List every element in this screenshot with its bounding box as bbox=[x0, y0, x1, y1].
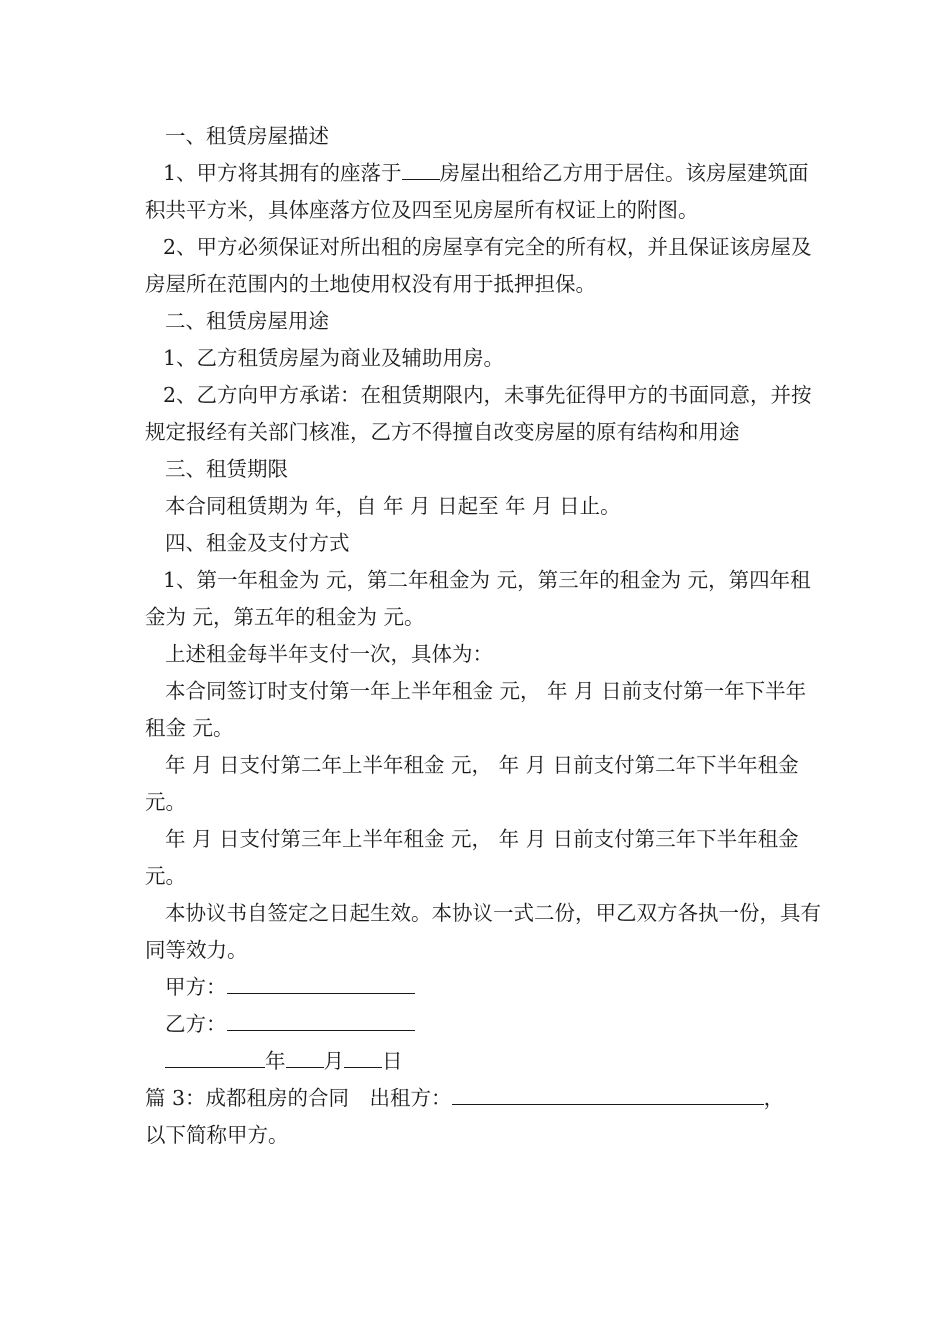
clause-4-1: 1、第一年租金为 元，第二年租金为 元，第三年的租金为 元，第四年租金为 元，第五年的租金为 元。 bbox=[145, 568, 811, 629]
year-blank bbox=[165, 1045, 265, 1068]
month-label: 月 bbox=[323, 1049, 344, 1073]
party-b-signature-line bbox=[145, 1006, 825, 1043]
section-title-1: 一、租赁房屋描述 bbox=[165, 124, 329, 148]
next-contract-title: 篇 3：成都租房的合同 出租方： bbox=[145, 1086, 452, 1110]
payment-schedule-2: 年 月 日支付第二年上半年租金 元， 年 月 日前支付第二年下半年租金 元。 bbox=[145, 753, 806, 814]
payment-schedule-1: 本合同签订时支付第一年上半年租金 元， 年 月 日前支付第一年下半年租金 元。 bbox=[145, 679, 807, 740]
next-contract-heading bbox=[145, 1080, 825, 1117]
clause-3-term: 本合同租赁期为 年，自 年 月 日起至 年 月 日止。 bbox=[165, 494, 621, 518]
party-a-signature-line bbox=[145, 969, 825, 1006]
section-title-2: 二、租赁房屋用途 bbox=[165, 309, 329, 333]
party-b-label: 乙方： bbox=[165, 1012, 227, 1036]
clause-2-2: 2、乙方向甲方承诺：在租赁期限内，未事先征得甲方的书面同意，并按规定报经有关部门核准，乙方不得擅自改变房屋的原有结构和用途 bbox=[145, 383, 812, 444]
clause-1-1-part-a: 1、甲方将其拥有的座落于 bbox=[163, 161, 402, 185]
section-title-3: 三、租赁期限 bbox=[165, 457, 288, 481]
lessor-blank bbox=[452, 1082, 764, 1105]
section-title-4: 四、租金及支付方式 bbox=[165, 531, 350, 555]
payment-intro: 上述租金每半年支付一次，具体为： bbox=[165, 642, 493, 666]
party-a-blank bbox=[227, 971, 415, 994]
signing-date-line bbox=[145, 1043, 825, 1080]
day-blank bbox=[344, 1045, 382, 1068]
next-contract-line2: 以下简称甲方。 bbox=[145, 1123, 289, 1147]
effectiveness-clause: 本协议书自签定之日起生效。本协议一式二份，甲乙双方各执一份，具有同等效力。 bbox=[145, 901, 821, 962]
clause-1-1-part-b: 房屋出租给乙方用于居住。该房屋建筑面积共平方米，具体座落方位及四至见房屋所有权证上的附图。 bbox=[145, 161, 809, 222]
day-label: 日 bbox=[382, 1049, 403, 1073]
party-a-label: 甲方： bbox=[165, 975, 227, 999]
clause-1-1 bbox=[145, 155, 825, 229]
year-label: 年 bbox=[265, 1049, 286, 1073]
clause-1-2: 2、甲方必须保证对所出租的房屋享有完全的所有权，并且保证该房屋及房屋所在范围内的土地使用权没有用于抵押担保。 bbox=[145, 235, 812, 296]
payment-schedule-3: 年 月 日支付第三年上半年租金 元， 年 月 日前支付第三年下半年租金 元。 bbox=[145, 827, 806, 888]
clause-2-1: 1、乙方租赁房屋为商业及辅助用房。 bbox=[163, 346, 505, 370]
party-b-blank bbox=[227, 1008, 415, 1031]
location-blank bbox=[402, 157, 440, 180]
month-blank bbox=[286, 1045, 324, 1068]
next-contract-comma: ， bbox=[763, 1086, 785, 1110]
contract-body bbox=[145, 118, 825, 1154]
